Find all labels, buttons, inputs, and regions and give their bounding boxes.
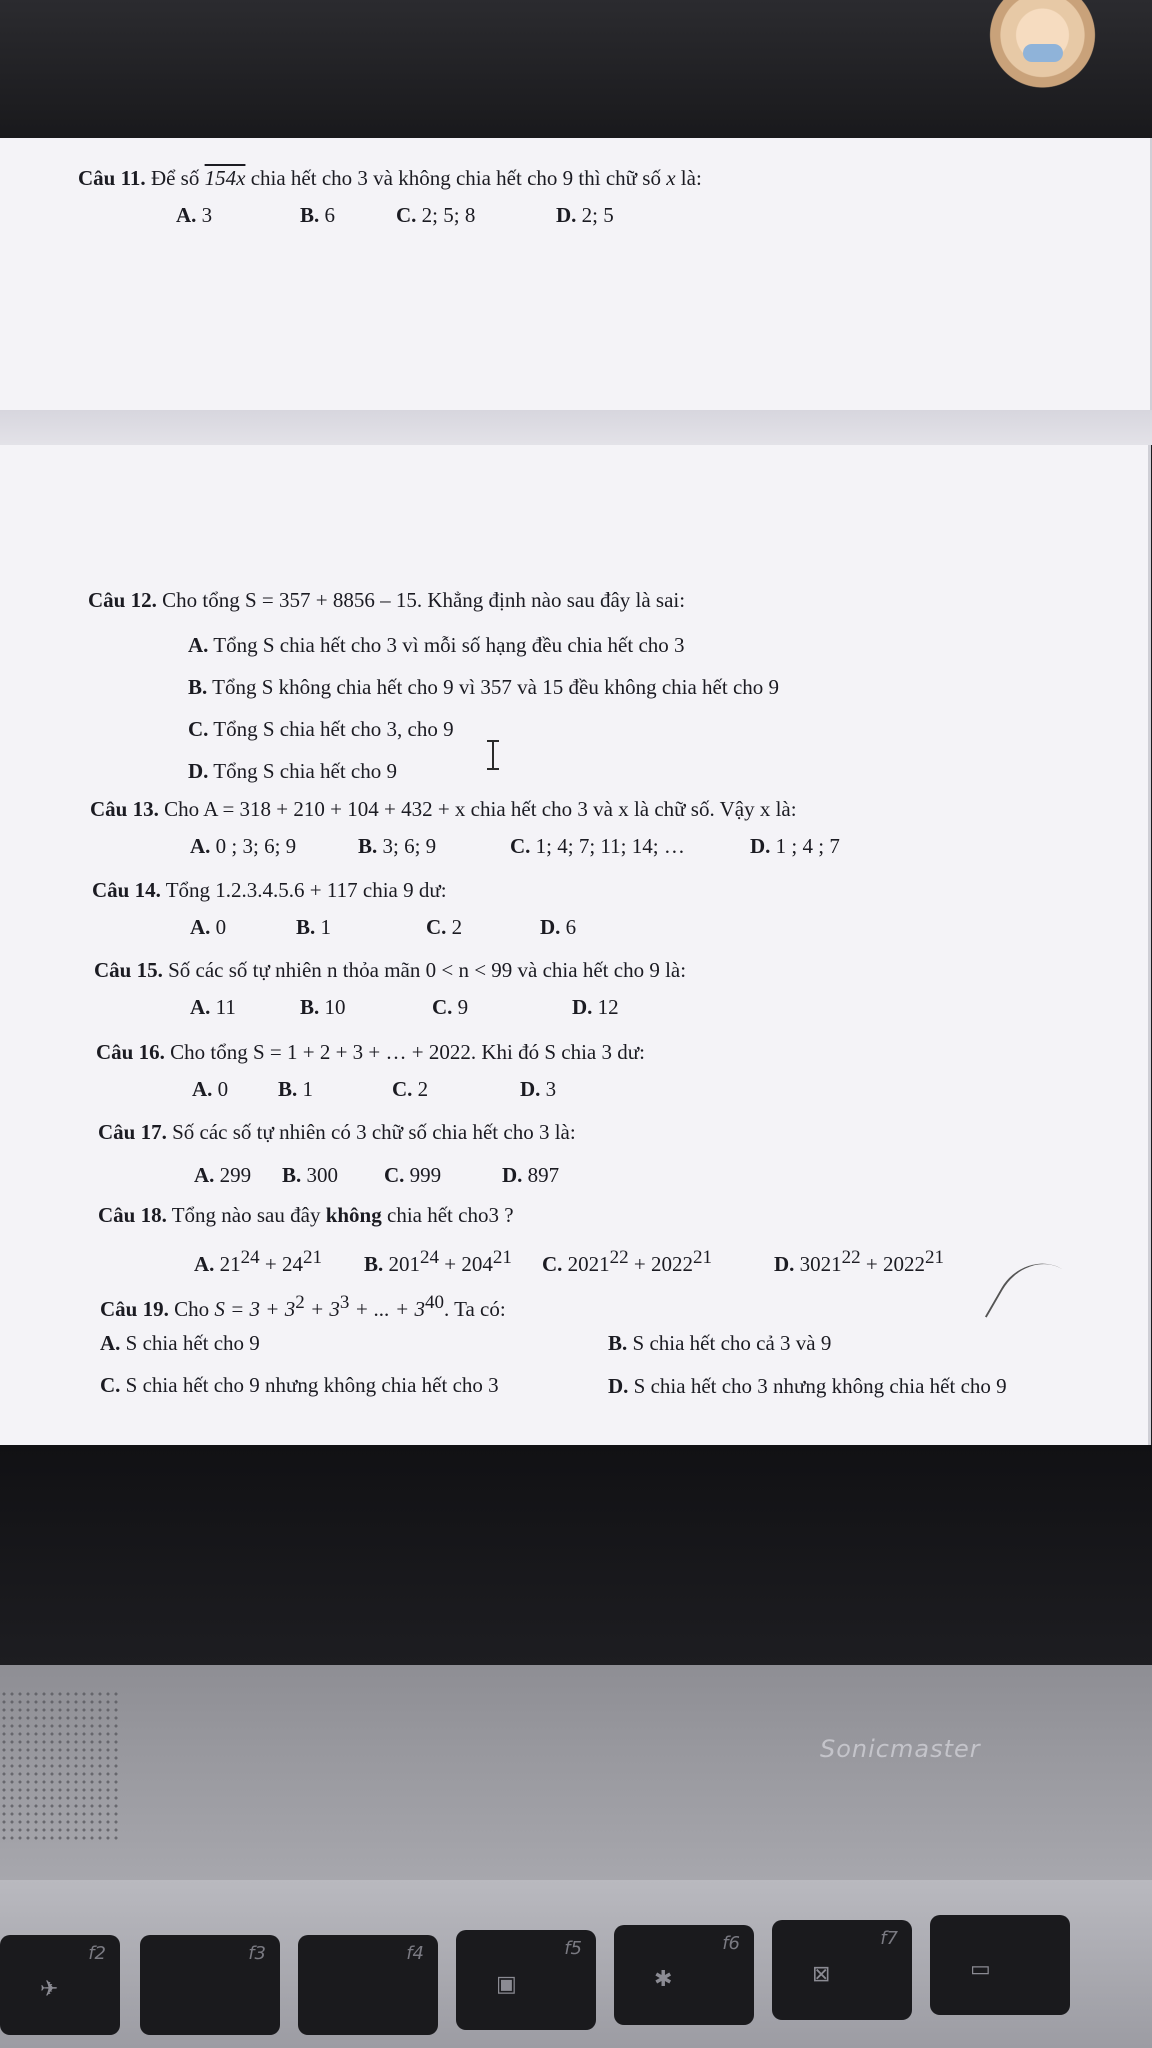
options-row [92, 915, 577, 943]
statement-d[interactable]: D. Tổng S chia hết cho 9 [188, 759, 398, 783]
question-11-text [78, 168, 702, 189]
option-a[interactable]: A. 0 ; 3; 6; 9 [190, 834, 297, 858]
question-11-text-c: là: [680, 166, 702, 190]
question-18-text: Câu 18. Tổng nào sau đây không chia hết cho3 ? [98, 1203, 514, 1227]
bear-sticker [985, 0, 1100, 100]
f4-key[interactable]: f4 [298, 1935, 438, 2035]
document-page-2 [0, 445, 1151, 1445]
airplane-key[interactable]: f2 ✈ [0, 1935, 120, 2035]
question-14-text: Câu 14. Tổng 1.2.3.4.5.6 + 117 chia 9 dư: [92, 878, 447, 902]
brightness-up-icon: ✱ [654, 1967, 673, 1992]
question-15 [94, 960, 686, 1023]
question-19 [100, 1293, 506, 1320]
brightness-down-icon: ▣ [496, 1972, 517, 1997]
option-a[interactable]: A. 11 [190, 995, 236, 1019]
options-row [78, 205, 702, 231]
question-13-text: Câu 13. Cho A = 318 + 210 + 104 + 432 + x chia hết cho 3 và x là chữ số. Vậy x là: [90, 797, 797, 821]
option-c[interactable]: C. 999 [384, 1163, 442, 1187]
display-off-icon: ⊠ [812, 1962, 831, 1987]
question-11 [78, 168, 702, 231]
option-b[interactable]: B. 1 [296, 915, 332, 939]
statement-a[interactable]: A. S chia hết cho 9 [100, 1331, 260, 1355]
airplane-icon: ✈ [40, 1977, 59, 2002]
options-row [90, 834, 840, 862]
statement-b[interactable]: B. Tổng S không chia hết cho 9 vì 357 và 15 đều không chia hết cho 9 [188, 675, 780, 699]
f8-key[interactable] [930, 1915, 1070, 2015]
option-b[interactable]: B. 6 [300, 203, 336, 227]
option-d[interactable]: D. 2; 5 [556, 203, 614, 227]
option-b[interactable]: B. $201^{24} + 204^{21}$ [364, 1247, 512, 1276]
option-d[interactable]: D. 897 [502, 1163, 560, 1187]
option-a[interactable]: A. 299 [194, 1163, 252, 1187]
option-a[interactable]: A. $21^{24} + 24^{21}$ [194, 1247, 323, 1276]
document-page-1 [0, 138, 1152, 410]
question-13 [90, 797, 840, 862]
options-row [96, 1079, 645, 1105]
f5-key[interactable]: f5 ▣ [456, 1930, 596, 2030]
statement-c[interactable]: C. S chia hết cho 9 nhưng không chia hết cho 3 [100, 1373, 499, 1397]
number-overline: 154x [204, 166, 246, 190]
question-18 [98, 1203, 945, 1276]
question-19-text: Câu 19. Cho $S = 3 + 3^2 + 3^3$ + ... + $3^{40}$. Ta có: [100, 1292, 506, 1321]
option-c[interactable]: C. $2021^{22} + 2022^{21}$ [542, 1247, 713, 1276]
question-12-text: Câu 12. Cho tổng S = 357 + 8856 – 15. Khẳng định nào sau đây là sai: [88, 588, 686, 612]
question-15-text: Câu 15. Số các số tự nhiên n thỏa mãn 0 < n < 99 và chia hết cho 9 là: [94, 958, 687, 982]
question-label: Câu 11. [78, 166, 146, 190]
brand-logo: Sonicmaster [820, 1735, 981, 1763]
page-gap [0, 410, 1152, 445]
question-16 [96, 1042, 645, 1105]
option-d[interactable]: D. 3 [520, 1077, 557, 1101]
statement-a[interactable]: A. Tổng S chia hết cho 3 vì mỗi số hạng đều chia hết cho 3 [188, 633, 685, 657]
option-d[interactable]: D. 12 [572, 995, 619, 1019]
question-11-text-a: Để số [150, 166, 200, 190]
variable-x: x [666, 166, 676, 190]
options-row [98, 1247, 945, 1276]
option-a[interactable]: A. 0 [192, 1077, 229, 1101]
sticker-bow [1023, 44, 1063, 62]
option-c[interactable]: C. 1; 4; 7; 11; 14; … [510, 834, 685, 858]
option-b[interactable]: B. 3; 6; 9 [358, 834, 437, 858]
speaker-grille [0, 1690, 120, 1840]
option-c[interactable]: C. 9 [432, 995, 469, 1019]
option-d[interactable]: D. 1 ; 4 ; 7 [750, 834, 840, 858]
option-c[interactable]: C. 2 [392, 1077, 429, 1101]
statement-b[interactable]: B. S chia hết cho cả 3 và 9 [608, 1331, 832, 1355]
question-17 [98, 1122, 576, 1191]
f7-key[interactable]: f7 ⊠ [772, 1920, 912, 2020]
option-b[interactable]: B. 300 [282, 1163, 339, 1187]
question-16-text: Câu 16. Cho tổng S = 1 + 2 + 3 + … + 2022. Khi đó S chia 3 dư: [96, 1040, 645, 1064]
question-17-text: Câu 17. Số các số tự nhiên có 3 chữ số chia hết cho 3 là: [98, 1120, 576, 1144]
statement-c[interactable]: C. Tổng S chia hết cho 3, cho 9 [188, 717, 454, 741]
f6-key[interactable]: f6 ✱ [614, 1925, 754, 2025]
monitor-bottom-bezel [0, 1445, 1152, 1665]
options-row [94, 997, 686, 1023]
option-b[interactable]: B. 10 [300, 995, 346, 1019]
projector-icon: ▭ [970, 1957, 991, 1982]
option-c[interactable]: C. 2 [426, 915, 463, 939]
option-b[interactable]: B. 1 [278, 1077, 314, 1101]
option-a[interactable]: A. 0 [190, 915, 227, 939]
f3-key[interactable]: f3 [140, 1935, 280, 2035]
option-a[interactable]: A. 3 [176, 203, 213, 227]
laptop-deck [0, 1665, 1152, 1880]
monitor-top-bezel [0, 0, 1152, 138]
options-row [98, 1165, 576, 1191]
question-14 [92, 878, 577, 943]
statement-d[interactable]: D. S chia hết cho 3 nhưng không chia hết cho 9 [608, 1374, 1007, 1398]
question-11-text-b: chia hết cho 3 và không chia hết cho 9 thì chữ số [250, 166, 661, 190]
option-d[interactable]: D. $3021^{22} + 2022^{21}$ [774, 1247, 945, 1276]
option-d[interactable]: D. 6 [540, 915, 577, 939]
option-c[interactable]: C. 2; 5; 8 [396, 203, 476, 227]
question-12 [88, 590, 685, 611]
text-cursor-icon [492, 740, 506, 770]
